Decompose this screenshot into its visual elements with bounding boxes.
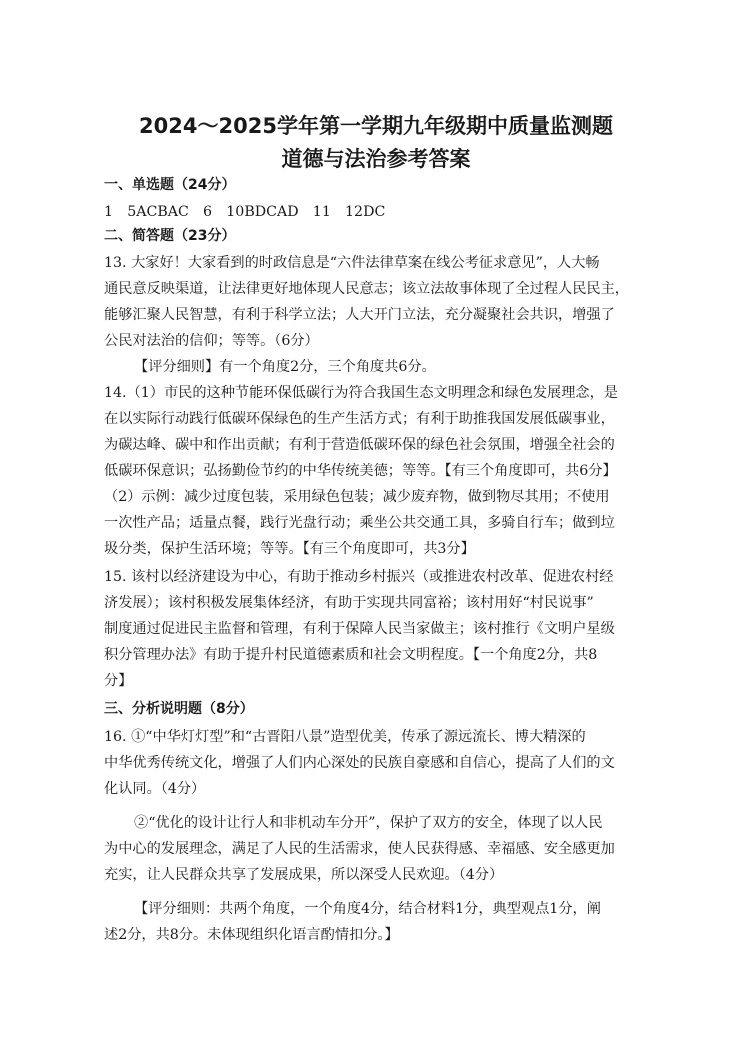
document-title: 2024～2025学年第一学期九年级期中质量监测题: [139, 114, 613, 138]
q15-line: 15. 该村以经济建设为中心，有助于推动乡村振兴（或推进农村改革、促进农村经: [104, 569, 614, 585]
q14-line: 在以实际行动践行低碳环保绿色的生产生活方式；有利于助推我国发展低碳事业，: [104, 411, 615, 427]
q14-line: 14.（1）市民的这种节能环保低碳行为符合我国生态文明理念和绿色发展理念，是: [104, 385, 618, 401]
q14-line: （2）示例：减少过度包装，采用绿色包装；减少废弃物，做到物尽其用；不使用: [104, 489, 610, 505]
document-subtitle: 道德与法治参考答案: [281, 147, 471, 171]
q16-rubric-line: 述2分，共8分。未体现组织化语言酌情扣分。】: [104, 927, 399, 943]
q16-rubric-line: 【评分细则：共两个角度，一个角度4分，结合材料1分，典型观点1分，阐: [134, 901, 601, 917]
q13-line: 能够汇聚人民智慧，有利于科学立法；人大开门立法，充分凝聚社会共识，增强了: [104, 307, 615, 323]
q16-part2-line: 为中心的发展理念，满足了人民的生活需求，使人民获得感、幸福感、安全感更加: [104, 841, 615, 857]
q13-line: 通民意反映渠道，让法律更好地体现人民意志；该立法故事体现了全过程人民民主，: [104, 281, 629, 297]
q16-part1-line: 化认同。（4分）: [104, 781, 206, 797]
section1-heading: 一、单选题（24分）: [104, 177, 236, 193]
section3-heading: 三、分析说明题（8分）: [104, 701, 254, 717]
q16-part2-line: 充实，让人民群众共享了发展成果，所以深受人民欢迎。（4分）: [104, 867, 504, 883]
q15-line: 积分管理办法》有助于提升村民道德素质和社会文明程度。【一个角度2分，共8: [104, 647, 598, 663]
q14-line: 为碳达峰、碳中和作出贡献；有利于营造低碳环保的绿色社会氛围，增强全社会的: [104, 437, 615, 453]
q14-line: 低碳环保意识；弘扬勤俭节约的中华传统美德；等等。【有三个角度即可，共6分】: [104, 463, 617, 479]
q16-part1-line: 中华优秀传统文化，增强了人们内心深处的民族自豪感和自信心，提高了人们的文: [104, 755, 615, 771]
q14-line: 圾分类，保护生活环境；等等。【有三个角度即可，共3分】: [104, 541, 475, 557]
q14-line: 一次性产品；适量点餐，践行光盘行动；乘坐公共交通工具，多骑自行车；做到垃: [104, 515, 615, 531]
q15-line: 济发展）；该村积极发展集体经济，有助于实现共同富裕；该村用好“村民说事”: [104, 595, 594, 611]
q15-line: 分】: [104, 673, 133, 689]
q13-line: 13. 大家好！大家看到的时政信息是“六件法律草案在线公考征求意见”，人大畅: [104, 255, 600, 271]
section2-heading: 二、简答题（23分）: [104, 228, 236, 244]
q16-part1-line: 16. ①“中华灯灯型”和“古晋阳八景”造型优美，传承了源远流长、博大精深的: [104, 729, 586, 745]
single-choice-answers: 1 5ACBAC 6 10BDCAD 11 12DC: [104, 204, 386, 220]
q15-line: 制度通过促进民主监督和管理，有利于保障人民当家做主；该村推行《文明户星级: [104, 621, 615, 637]
q16-part2-line: ②“优化的设计让行人和非机动车分开”，保护了双方的安全，体现了以人民: [134, 815, 603, 831]
q13-rubric: 【评分细则】有一个角度2分，三个角度共6分。: [134, 359, 436, 375]
q13-line: 公民对法治的信仰；等等。（6分）: [104, 333, 319, 349]
